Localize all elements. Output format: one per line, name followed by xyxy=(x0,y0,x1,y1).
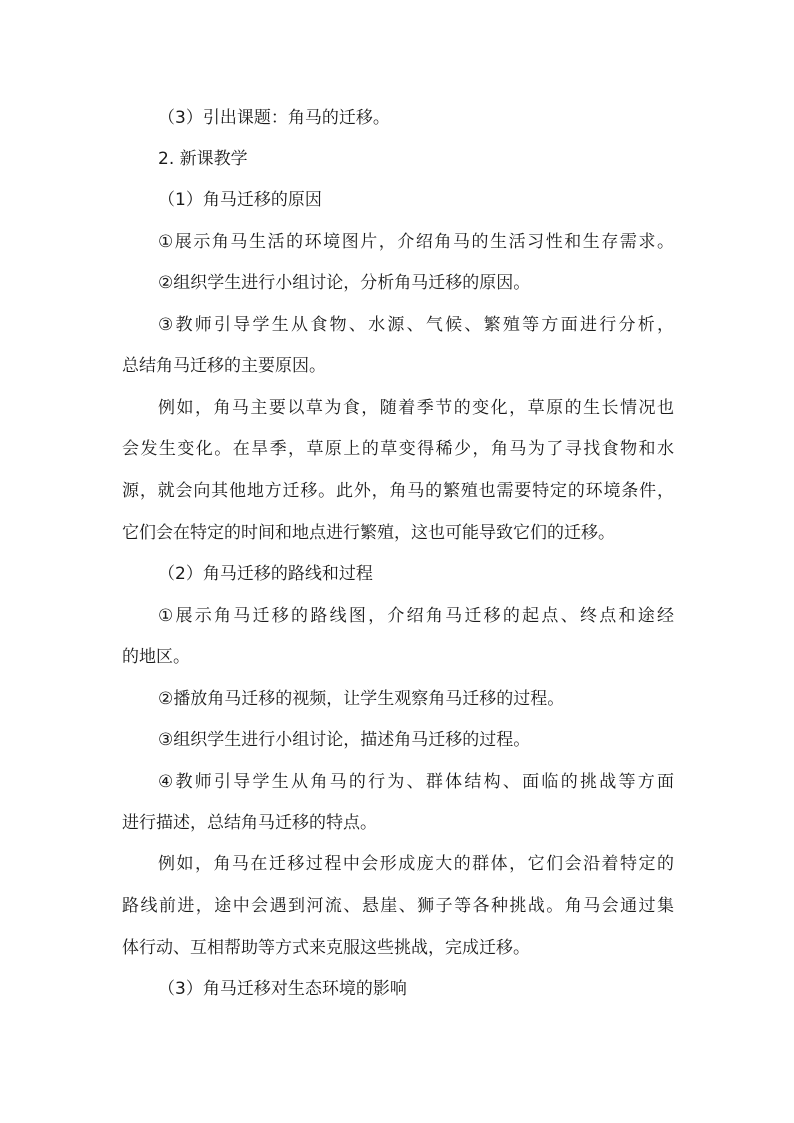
paragraph-line: ①展示角马生活的环境图片，介绍角马的生活习性和生存需求。 xyxy=(158,232,674,252)
paragraph-line: 体行动、互相帮助等方式来克服这些挑战，完成迁移。 xyxy=(122,938,530,958)
subsection-heading: （3）角马迁移对生态环境的影响 xyxy=(158,979,407,999)
subsection-heading: （1）角马迁移的原因 xyxy=(158,190,322,210)
paragraph-line: 路线前进，途中会遇到河流、悬崖、狮子等各种挑战。角马会通过集 xyxy=(122,896,674,916)
section-heading: 2. 新课教学 xyxy=(158,149,248,169)
paragraph-line: ④教师引导学生从角马的行为、群体结构、面临的挑战等方面 xyxy=(158,772,674,792)
paragraph-line: 进行描述，总结角马迁移的特点。 xyxy=(122,813,377,833)
paragraph-line: 的地区。 xyxy=(122,647,190,667)
paragraph-line: ③组织学生进行小组讨论，描述角马迁移的过程。 xyxy=(158,730,531,750)
paragraph-line: 它们会在特定的时间和地点进行繁殖，这也可能导致它们的迁移。 xyxy=(122,523,615,543)
paragraph-line: ②播放角马迁移的视频，让学生观察角马迁移的过程。 xyxy=(158,689,565,709)
paragraph-line: ②组织学生进行小组讨论，分析角马迁移的原因。 xyxy=(158,273,531,293)
paragraph-line: 例如，角马在迁移过程中会形成庞大的群体，它们会沿着特定的 xyxy=(158,854,674,874)
paragraph-line: ③教师引导学生从食物、水源、气候、繁殖等方面进行分析， xyxy=(158,315,674,335)
paragraph-line: （3）引出课题：角马的迁移。 xyxy=(158,108,390,128)
paragraph-line: 例如，角马主要以草为食，随着季节的变化，草原的生长情况也 xyxy=(158,398,674,418)
subsection-heading: （2）角马迁移的路线和过程 xyxy=(158,564,373,584)
paragraph-line: 总结角马迁移的主要原因。 xyxy=(122,356,326,376)
paragraph-line: 源，就会向其他地方迁移。此外，角马的繁殖也需要特定的环境条件， xyxy=(122,481,674,501)
paragraph-line: 会发生变化。在旱季，草原上的草变得稀少，角马为了寻找食物和水 xyxy=(122,439,674,459)
paragraph-line: ①展示角马迁移的路线图，介绍角马迁移的起点、终点和途经 xyxy=(158,606,674,626)
